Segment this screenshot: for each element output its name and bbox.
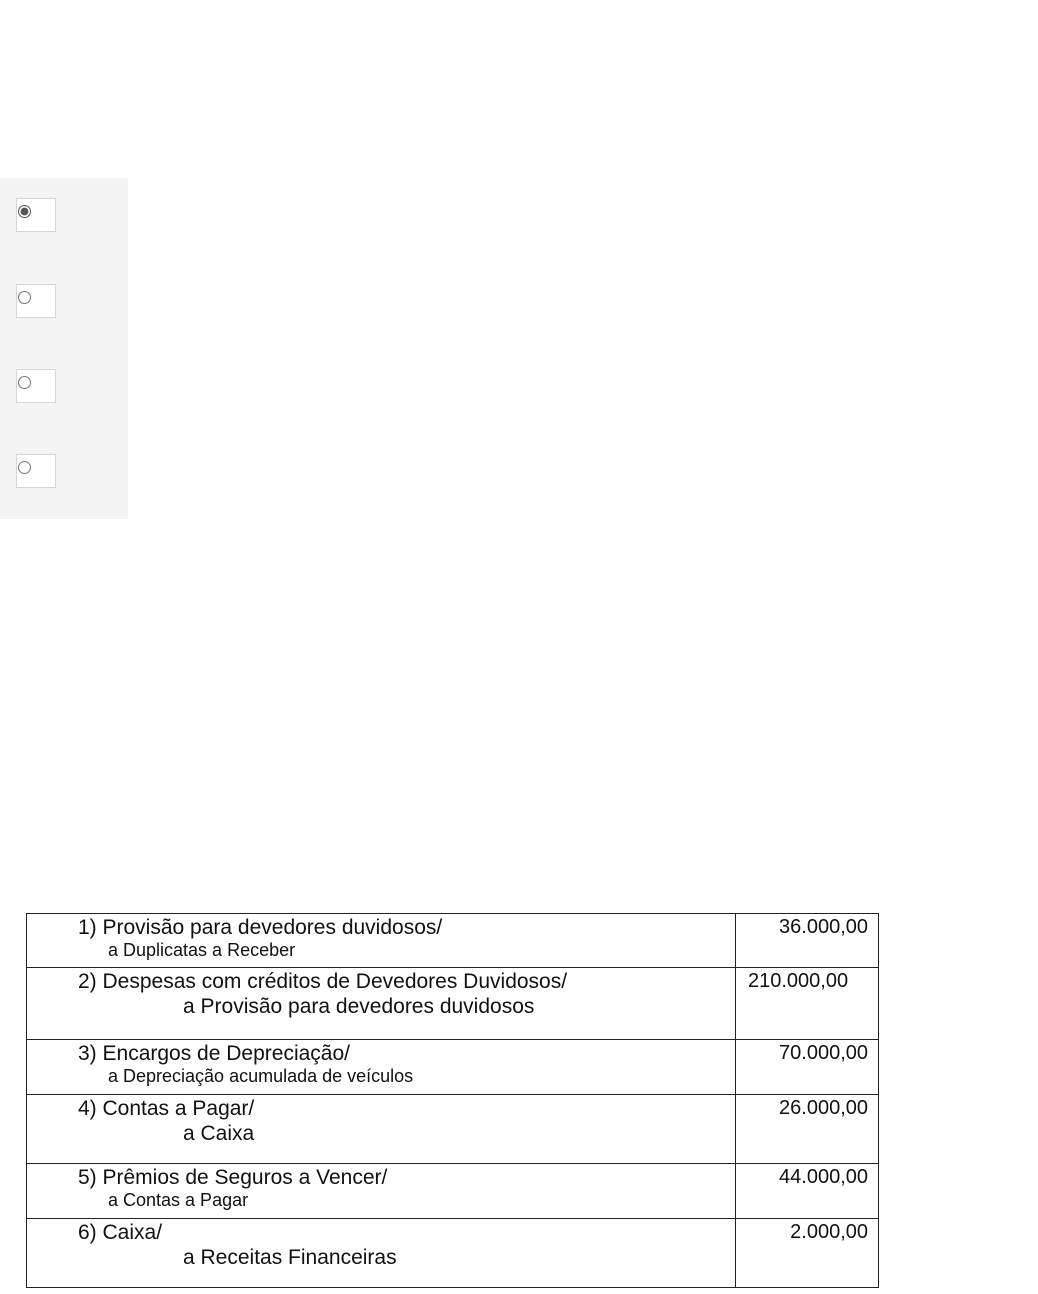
- entry-amount-cell: [736, 1040, 879, 1095]
- credit-account: a Receitas Financeiras: [183, 1246, 397, 1269]
- entry-description: [27, 968, 736, 1040]
- entry-amount-cell: [736, 1164, 879, 1219]
- journal-entries-table: [26, 913, 879, 1288]
- entry-amount: 44.000,00: [779, 1166, 868, 1188]
- table-row: [27, 1040, 879, 1095]
- table-row: [27, 914, 879, 968]
- entry-amount: 26.000,00: [779, 1097, 868, 1119]
- entry-amount: 210.000,00: [748, 970, 849, 992]
- debit-account: 5) Prêmios de Seguros a Vencer/: [78, 1166, 388, 1189]
- option-a-box: [16, 198, 56, 232]
- debit-account: 3) Encargos de Depreciação/: [78, 1042, 350, 1065]
- table-row: [27, 1164, 879, 1219]
- debit-account: 6) Caixa/: [78, 1221, 163, 1244]
- entry-amount: 36.000,00: [779, 916, 868, 938]
- entry-amount-cell: [736, 968, 879, 1040]
- debit-account: 4) Contas a Pagar/: [78, 1097, 255, 1120]
- credit-account: a Duplicatas a Receber: [108, 940, 296, 960]
- option-c-box: [16, 369, 56, 403]
- debit-account: 1) Provisão para devedores duvidosos/: [78, 916, 443, 939]
- credit-account: a Depreciação acumulada de veículos: [108, 1066, 414, 1086]
- option-b-box: [16, 284, 56, 318]
- option-a-radio[interactable]: [18, 205, 31, 218]
- entry-description: [27, 1095, 736, 1164]
- entry-amount: 70.000,00: [779, 1042, 868, 1064]
- answer-options-panel: [0, 178, 128, 519]
- entry-description: [27, 1219, 736, 1288]
- credit-account: a Contas a Pagar: [108, 1190, 249, 1210]
- entry-description: [27, 914, 736, 968]
- table-row: [27, 968, 879, 1040]
- option-d-box: [16, 454, 56, 488]
- entry-description: [27, 1040, 736, 1095]
- entry-amount: 2.000,00: [790, 1221, 868, 1243]
- option-b-radio[interactable]: [18, 291, 31, 304]
- entry-amount-cell: [736, 1095, 879, 1164]
- credit-account: a Caixa: [183, 1122, 255, 1145]
- option-c-radio[interactable]: [18, 376, 31, 389]
- entry-amount-cell: [736, 914, 879, 968]
- table-row: [27, 1219, 879, 1288]
- credit-account: a Provisão para devedores duvidosos: [183, 995, 535, 1018]
- entry-description: [27, 1164, 736, 1219]
- option-d-radio[interactable]: [18, 461, 31, 474]
- debit-account: 2) Despesas com créditos de Devedores Duvidosos/: [78, 970, 568, 993]
- entry-amount-cell: [736, 1219, 879, 1288]
- table-row: [27, 1095, 879, 1164]
